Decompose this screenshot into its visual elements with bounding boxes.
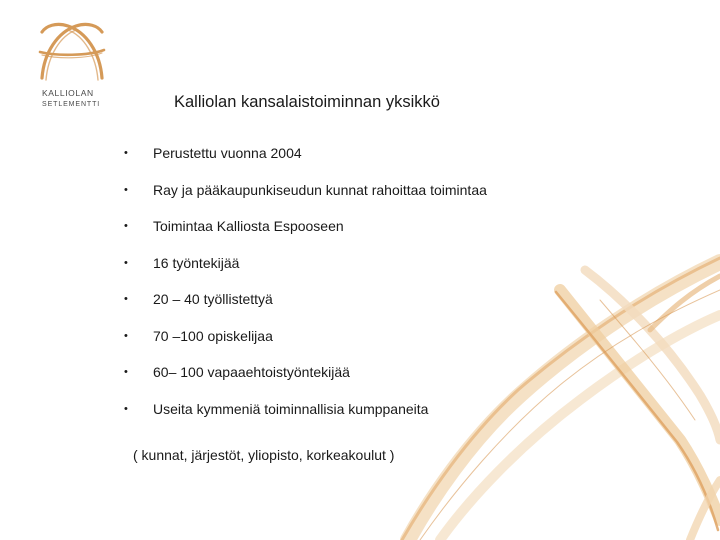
bullet-symbol: •	[124, 183, 128, 196]
bullet-text: Perustettu vuonna 2004	[153, 145, 302, 161]
bullet-symbol: •	[124, 220, 128, 232]
partners-note: ( kunnat, järjestöt, yliopisto, korkeakoulut )	[133, 447, 395, 463]
bullet-text: Toimintaa Kalliosta Espooseen	[153, 218, 344, 234]
bullet-text: 20 – 40 työllistettyä	[153, 291, 273, 307]
bullet-text: 16 työntekijää	[153, 254, 240, 271]
bullet-text: Ray ja pääkaupunkiseudun kunnat rahoittaa toimintaa	[153, 181, 487, 198]
bullet-symbol: •	[124, 293, 128, 305]
bullet-text: 70 –100 opiskelijaa	[153, 327, 273, 344]
bullet-symbol: •	[124, 366, 128, 378]
slide-title: Kalliolan kansalaistoiminnan yksikkö	[174, 93, 440, 111]
logo-name: KALLIOLAN	[42, 88, 94, 98]
bullet-text: 60– 100 vapaaehtoistyöntekijää	[153, 364, 350, 380]
organization-logo	[30, 22, 120, 114]
bullet-symbol: •	[124, 256, 128, 269]
bullet-text: Useita kymmeniä toiminnallisia kumppaneita	[153, 400, 429, 417]
bullet-symbol: •	[124, 402, 128, 415]
logo-subtitle: SETLEMENTTI	[42, 101, 101, 108]
logo-mark-icon	[36, 22, 108, 82]
bullet-symbol: •	[124, 329, 128, 342]
bullet-symbol: •	[124, 147, 128, 159]
